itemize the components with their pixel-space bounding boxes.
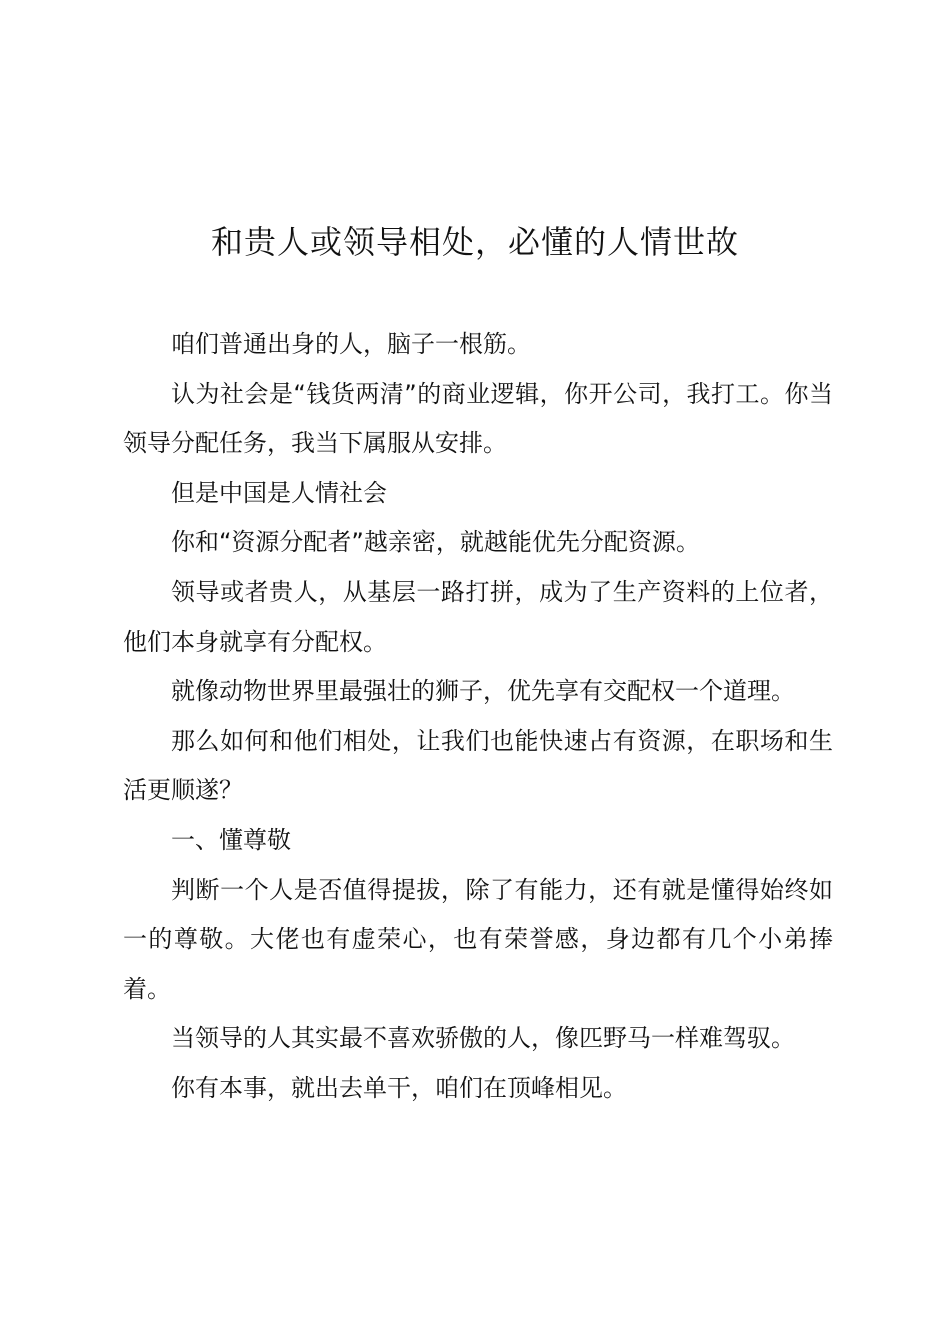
paragraph: 那么如何和他们相处，让我们也能快速占有资源，在职场和生活更顺遂？ — [123, 726, 833, 805]
section-heading: 一、懂尊敬 — [171, 825, 291, 854]
paragraph: 当领导的人其实最不喜欢骄傲的人，像匹野马一样难驾驭。 — [171, 1024, 795, 1053]
document-body — [123, 320, 833, 1114]
paragraph: 判断一个人是否值得提拔，除了有能力，还有就是懂得始终如一的尊敬。大佬也有虚荣心，也有荣誉感，身边都有几个小弟捧着。 — [123, 875, 833, 1003]
paragraph: 咱们普通出身的人，脑子一根筋。 — [171, 330, 531, 358]
paragraph: 你和“资源分配者”越亲密，就越能优先分配资源。 — [171, 528, 700, 557]
paragraph: 领导或者贵人，从基层一路打拼，成为了生产资料的上位者，他们本身就享有分配权。 — [123, 577, 833, 656]
paragraph: 但是中国是人情社会 — [171, 478, 387, 507]
paragraph: 你有本事，就出去单干，咱们在顶峰相见。 — [171, 1073, 627, 1102]
paragraph: 就像动物世界里最强壮的狮子，优先享有交配权一个道理。 — [171, 677, 795, 706]
document-title: 和贵人或领导相处，必懂的人情世故 — [210, 223, 739, 261]
paragraph: 认为社会是“钱货两清”的商业逻辑，你开公司，我打工。你当领导分配任务，我当下属服从安排。 — [123, 379, 833, 458]
